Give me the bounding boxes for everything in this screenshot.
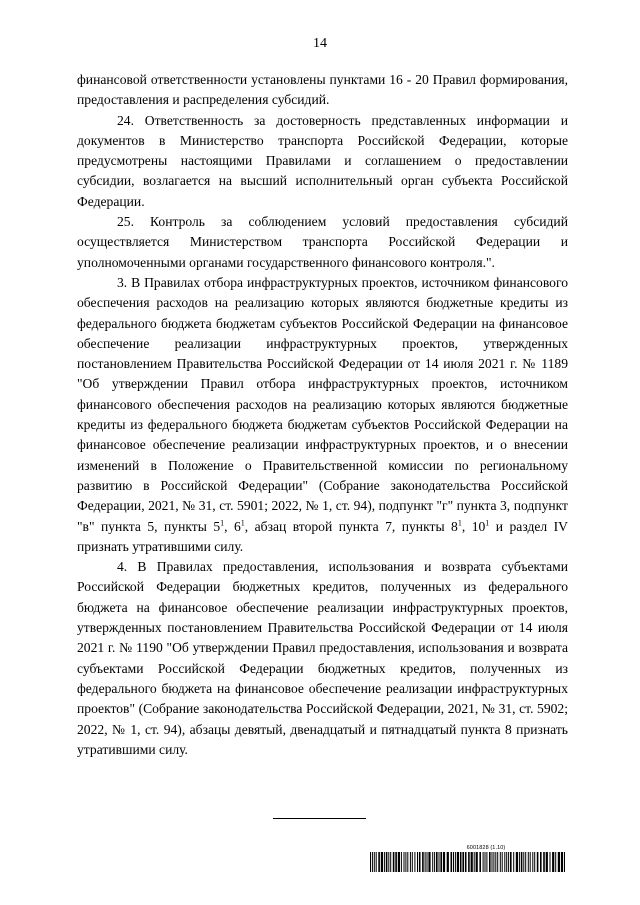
- barcode-bar: [427, 852, 428, 872]
- paragraph-25: 25. Контроль за соблюдением условий предоставления субсидий осуществляется Министерством транспорта Российской Федерации и уполномоченными органами государственного финансового контроля.".: [77, 214, 568, 270]
- barcode-bar: [384, 852, 385, 872]
- barcode-bar: [440, 852, 442, 872]
- barcode-bar: [474, 852, 475, 872]
- barcode-bar: [376, 852, 377, 872]
- barcode-bar: [493, 852, 494, 872]
- barcode-label: 6001828 (1.10): [466, 845, 506, 851]
- barcode-bar: [455, 852, 456, 872]
- barcode-bar: [428, 852, 430, 872]
- barcode-bar: [395, 852, 397, 872]
- barcode-bar: [521, 852, 523, 872]
- barcode-bar: [414, 852, 415, 872]
- barcode-bar: [372, 852, 373, 872]
- barcode-bar: [523, 852, 524, 872]
- barcode-bar: [489, 852, 491, 872]
- paragraph-3-text: , 6: [224, 518, 241, 534]
- barcode-bar: [508, 852, 509, 872]
- barcode-bar: [404, 852, 405, 872]
- barcode-bar: [457, 852, 459, 872]
- barcode-bar: [500, 852, 501, 872]
- barcode-bar: [434, 852, 435, 872]
- barcode-bar: [495, 852, 496, 872]
- paragraph-3-text: , 10: [461, 518, 486, 534]
- barcode-bar: [388, 852, 389, 872]
- barcode-bar: [497, 852, 498, 872]
- barcode-bar: [462, 852, 464, 872]
- page-number: 14: [313, 36, 327, 51]
- paragraph-continuation: финансовой ответственности установлены пунктами 16 - 20 Правил формирования, предоставления и распределения субсидий.: [77, 72, 568, 108]
- barcode-bar: [502, 852, 503, 872]
- barcode-bar: [558, 852, 560, 872]
- barcode-bar: [401, 852, 402, 872]
- barcode-bar: [378, 852, 380, 872]
- barcode-bar: [537, 852, 539, 872]
- barcode-bar: [405, 852, 406, 872]
- paragraph-24: 24. Ответственность за достоверность представленных информации и документов в Министерство транспорта Российской Федерации, которые предусмотрены настоящими Правилами и соглашением о предоставлении субсидии, возлагается на высший исполнительный орган субъекта Российской Федерации.: [77, 112, 568, 209]
- barcode-bar: [552, 852, 554, 872]
- barcode-bar: [453, 852, 454, 872]
- barcode-bar: [486, 852, 487, 872]
- barcode-bar: [447, 852, 449, 872]
- barcode-bar: [564, 852, 565, 872]
- barcode-bar: [530, 852, 531, 872]
- barcode-bar: [543, 852, 545, 872]
- barcode-bar: [460, 852, 462, 872]
- barcode-bar: [532, 852, 533, 872]
- superscript: 1: [457, 518, 462, 527]
- barcode-bar: [417, 852, 418, 872]
- barcode-bar: [465, 852, 467, 872]
- barcode-bar: [525, 852, 526, 872]
- barcode-bar: [381, 852, 383, 872]
- barcode-bar: [425, 852, 426, 872]
- barcode-bar: [540, 852, 542, 872]
- barcode-bar: [370, 852, 371, 872]
- barcode-bar: [451, 852, 453, 872]
- barcode-bar: [516, 852, 518, 872]
- barcode-bar: [390, 852, 391, 872]
- barcode-bar: [471, 852, 473, 872]
- barcode-bar: [410, 852, 411, 872]
- barcode-bar: [561, 852, 563, 872]
- document-body: [77, 70, 568, 760]
- barcode-bar: [555, 852, 556, 872]
- barcode-bar: [398, 852, 400, 872]
- paragraph-3-text: , абзац второй пункта 7, пункты 8: [244, 518, 458, 534]
- barcode-bar: [528, 852, 529, 872]
- barcode-bar: [504, 852, 505, 872]
- barcode-bar: [422, 852, 424, 872]
- barcode-bar: [479, 852, 481, 872]
- barcode-bar: [492, 852, 493, 872]
- barcode-bar: [476, 852, 478, 872]
- barcode-bar: [393, 852, 395, 872]
- superscript: 1: [240, 518, 245, 527]
- barcode-bar: [483, 852, 484, 872]
- barcode-bar: [534, 852, 535, 872]
- barcode-bar: [513, 852, 514, 872]
- barcode-bar: [506, 852, 507, 872]
- barcode-bar: [432, 852, 433, 872]
- paragraph-3: [77, 273, 568, 557]
- barcode-bar: [519, 852, 520, 872]
- barcode-bar: [550, 852, 551, 872]
- barcode-bar: [510, 852, 512, 872]
- barcode-bar: [485, 852, 486, 872]
- superscript: 1: [220, 518, 225, 527]
- superscript: 1: [485, 518, 490, 527]
- paragraph-3-text: 3. В Правилах отбора инфраструктурных проектов, источником финансового обеспечения расходов на реализацию которых являются бюджетные кредиты из федерального бюджета бюджетам субъектов Российской Федерации на финансовое обеспечение реализации инфраструктурных проектов, утвержденных постановлением Правительства Российской Федерации от 14 июля 2021 г. № 1189 "Об утверждении Правил отбора инфраструктурных проектов, источником финансового обеспечения расходов на реализацию которых являются бюджетные кредиты из федерального бюджета бюджетам субъектов Российской Федерации на финансовое обеспечение реализации инфраструктурных проектов, и о внесении изменений в Положение о Правительственной комиссии по региональному развитию в Российской Федерации" (Собрание законодательства Российской Федерации, 2021, № 31, ст. 5901; 2022, № 1, ст. 94), подпункт "г" пункта 3, подпункт "в" пункта 5, пункты 5: [77, 274, 568, 534]
- separator-line: [273, 818, 366, 819]
- barcode-bar: [407, 852, 408, 872]
- barcode-bar: [439, 852, 440, 872]
- barcode-bar: [386, 852, 388, 872]
- barcode-bar: [412, 852, 413, 872]
- barcode-bar: [436, 852, 438, 872]
- paragraph-3-text: и раздел IV признать утратившими силу.: [77, 518, 568, 554]
- barcode-bar: [443, 852, 445, 872]
- barcode-icon: [370, 852, 565, 872]
- barcode-bar: [419, 852, 421, 872]
- barcode-bar: [468, 852, 470, 872]
- barcode-bar: [546, 852, 548, 872]
- paragraph-4: 4. В Правилах предоставления, использования и возврата субъектами Российской Федерации бюджетных кредитов, полученных из федерального бюджета на финансовое обеспечение реализации инфраструктурных проектов, утвержденных постановлением Правительства Российской Федерации от 14 июля 2021 г. № 1190 "Об утверждении Правил предоставления, использования и возврата субъектами Российской Федерации бюджетных кредитов, полученных из федерального бюджета на финансовое обеспечение реализации инфраструктурных проектов" (Собрание законодательства Российской Федерации, 2021, № 31, ст. 5902; 2022, № 1, ст. 94), абзацы девятый, двенадцатый и пятнадцатый пункта 8 признать утратившими силу.: [77, 559, 568, 757]
- barcode-bar: [374, 852, 375, 872]
